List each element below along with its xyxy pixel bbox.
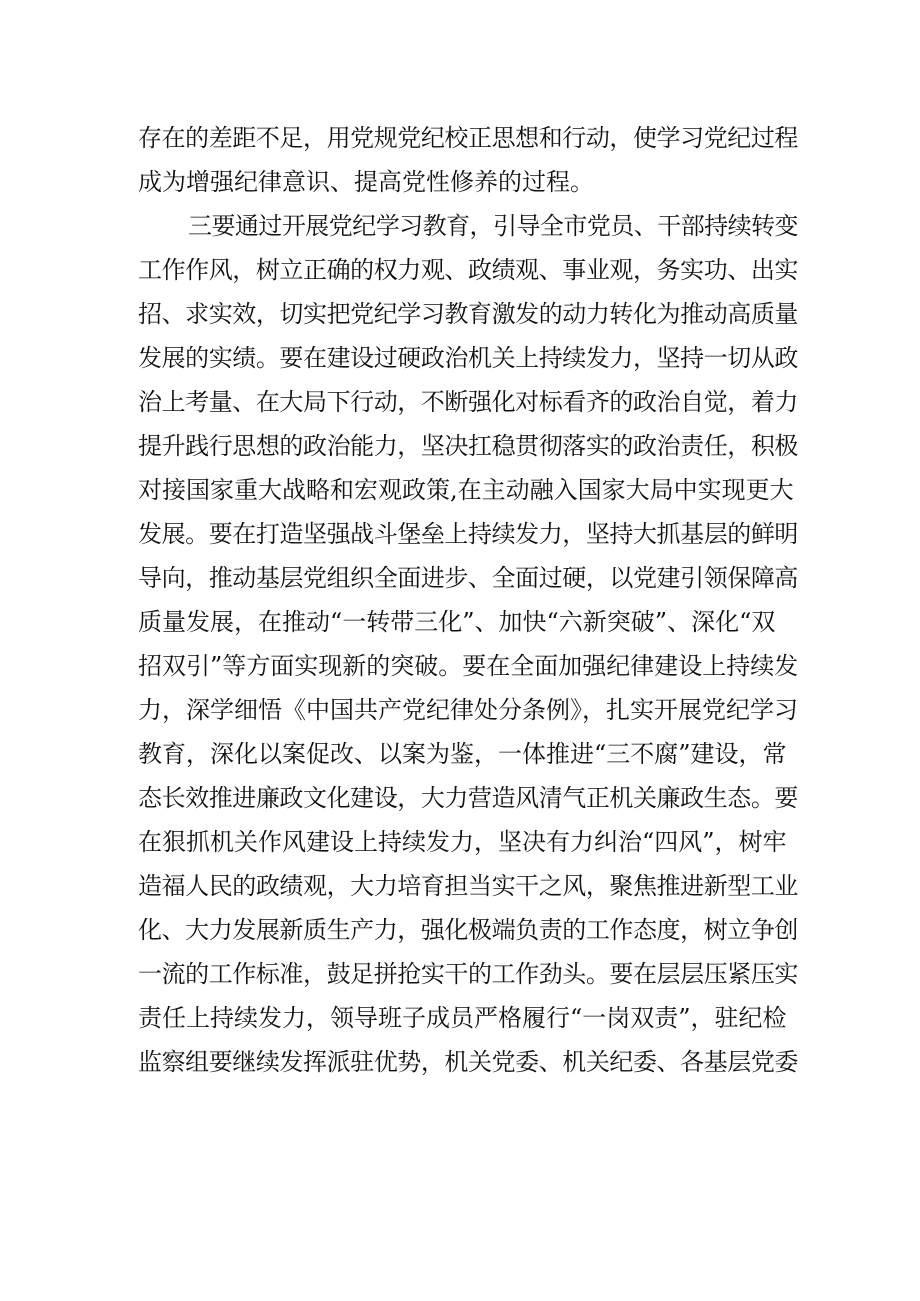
text-line: 导向，推动基层党组织全面进步、全面过硬，以党建引领保障高 (138, 564, 798, 592)
text-line: 三要通过开展党纪学习教育，引导全市党员、干部持续转变 (188, 212, 799, 240)
text-line: 化、大力发展新质生产力，强化极端负责的工作态度，树立争创 (138, 916, 798, 944)
text-line: 教育，深化以案促改、以案为鉴，一体推进“三不腐”建设，常 (138, 740, 787, 768)
text-line: 招双引”等方面实现新的突破。要在全面加强纪律建设上持续发 (138, 652, 799, 680)
text-line: 态长效推进廉政文化建设，大力营造风清气正机关廉政生态。要 (138, 784, 798, 812)
text-line: 一流的工作标准，鼓足拼抢实干的工作劲头。要在层层压紧压实 (138, 960, 798, 988)
text-line: 力，深学细悟《中国共产党纪律处分条例》，扎实开展党纪学习 (138, 696, 798, 724)
text-line: 治上考量、在大局下行动，不断强化对标看齐的政治自觉，着力 (138, 388, 798, 416)
text-line: 提升践行思想的政治能力，坚决扛稳贯彻落实的政治责任，积极 (138, 432, 798, 460)
text-line: 责任上持续发力，领导班子成员严格履行“一岗双责”，驻纪检 (138, 1004, 787, 1032)
text-line: 存在的差距不足，用党规党纪校正思想和行动，使学习党纪过程 (138, 124, 798, 152)
text-line: 监察组要继续发挥派驻优势，机关党委、机关纪委、各基层党委 (138, 1048, 798, 1076)
text-line: 造福人民的政绩观，大力培育担当实干之风，聚焦推进新型工业 (138, 872, 798, 900)
text-line: 工作作风，树立正确的权力观、政绩观、事业观，务实功、出实 (138, 256, 798, 284)
text-line: 对接国家重大战略和宏观政策,在主动融入国家大局中实现更大 (138, 476, 794, 504)
text-line: 成为增强纪律意识、提高党性修养的过程。 (138, 168, 594, 196)
text-line: 招、求实效，切实把党纪学习教育激发的动力转化为推动高质量 (138, 300, 798, 328)
text-line: 发展。要在打造坚强战斗堡垒上持续发力，坚持大抓基层的鲜明 (138, 520, 798, 548)
body-text (138, 116, 798, 1084)
text-line: 质量发展，在推动“一转带三化”、加快“六新突破”、深化“双 (138, 608, 776, 636)
text-line: 在狠抓机关作风建设上持续发力，坚决有力纠治“四风”，树牢 (138, 828, 787, 856)
text-line: 发展的实绩。要在建设过硬政治机关上持续发力，坚持一切从政 (138, 344, 798, 372)
